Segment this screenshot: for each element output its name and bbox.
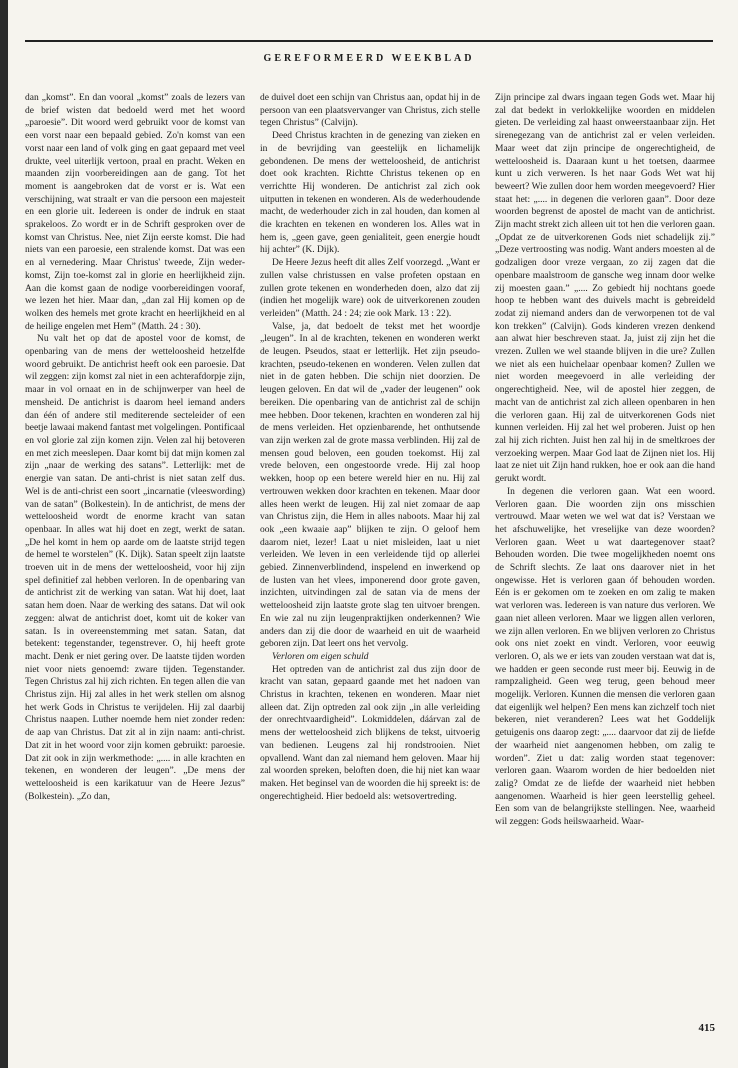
page-binding-edge xyxy=(0,0,8,1068)
paragraph: Deed Christus krachten in de genezing van zieken en in de bevrijding van geestelijk en lichamelijk gebondenen. De mens der wetteloosheid, de antichrist doet ook krachten. Richtte Christus tekenen op en verrichtte Hij wonderen. De antichrist zal zich ook uitputten in tekenen en wonderen. Als de wederhoudende macht, de wederhouder zich in zal houden, dan komen al die krachten en tekenen en wonderen los. Alles wat in hem is, „geen gave, geen genialiteit, geen energie houdt hij achter” (K. Dijk). xyxy=(260,131,480,256)
paragraph: Nu valt het op dat de apostel voor de komst, de openbaring van de mens der wetteloosheid hetzelfde woord gebruikt. De antichrist heeft ook een paroesie. Dat wil zeggen: zijn komst zal niet in een achterafdorpje zijn, maar in vol ornaat en in de schijnwerper van heel de mensheid. De antichrist is daarom heel iemand anders dan één of andere stil mediterende secteleider of een beetje lawaai makend fantast met volgelingen. Pontificaal en vol glorie zal zijn komen zijn. Velen zal hij betoveren en met zich meeslepen. Daar komt bij dat mijn komen zal zijn „naar de werking des satans”. Letterlijk: met de energie van satan. De anti-christ is niet satan zelf dus. Wel is de anti-christ een soort „incarnatie (vleeswording) van de satan” (Bolkestein). In de antichrist, de mens der wetteloosheid wordt de enorme kracht van satan openbaar. In alles wat hij doet en zegt, werkt de satan. „De hel komt in hem op aarde om de laatste strijd tegen de hemel te worstelen” (K. Dijk). Satan speelt zijn laatste troeven uit in de mens der wetteloosheid, voor hij zijn spel definitief zal hebben verloren. In de openbaring van de antichrist zit de werking van satan. Wat hij doet, laat satan hem doen. Naar de werking des satans. Dat wil ook zeggen: alwat de antichrist doet, komt uit de koker van satan. Is in overeenstemming met satan. Satan, dat betekent: tegenstander, tegenstrever. O, hij heeft grote macht. Denk er niet gering over. De laatste tijden worden niet voor niets genoemd: zware tijden. Tegenstander. Tegen Christus zal hij zich richten. En tegen allen die van Christus zijn. Hij zal alles in het werk stellen om alsnog het werk Gods in Christus te verijdelen. Hij zal daarbij Christus naapen. Luther noemde hem niet zonder reden: de aap van Christus. Dat zit al in zijn naam: anti-christ. Dat zit in het woord voor zijn komen gebruikt: paroesie. Dat zit ook in zijn werkmethode: „.... in alle krachten en tekenen, en wonderen der leugen”. „De mens der wetteloosheid is een karikatuur van de Heere Jezus” (Bolkestein). „Zo dan, xyxy=(25,334,245,802)
paragraph: Het optreden van de antichrist zal dus zijn door de kracht van satan, gepaard gaande met het nadoen van Christus in krachten, tekenen en wonderen. Maar niet alleen dat. Zijn optreden zal ook zijn „in alle verleiding der onrechtvaardigheid”. Lokmiddelen, dáárvan zal de mens der wetteloosheid zich blijkens de tekst, uitvoerig van bedienen. Leugens zal hij rondstrooien. Niet opvallend. Want dan zal niemand hem geloven. Maar hij zal woorden spreken, beloften doen, die hij niet kan waar maken. Het beginsel van de woorden die hij spreekt is: de ongerechtigheid. Hier bedoeld als: wetsovertreding. xyxy=(260,664,480,802)
column-middle xyxy=(260,92,480,1017)
paragraph: Zijn principe zal dwars ingaan tegen Gods wet. Maar hij zal dat bedekt in verlokkelijke woorden en middelen gieten. De verleiding zal haast onweerstaanbaar zijn. Het sirenegezang van de antichrist zal er velen verleiden. Maar weet dat zijn principe de ongerechtigheid, de wetteloosheid is. Daaraan kunt u het toetsen, daarmee kunt u zich verweren. Is het naar Gods Wet wat hij beweert? Wie zullen door hem worden meegevoerd? Hier staat het: „.... in degenen die verloren gaan”. Door deze woorden begrenst de apostel de macht van de antichrist. Zijn macht strekt zich alleen uit tot hen die verloren gaan. „Opdat ze de uitverkorenen Gods niet schadelijk zij.” „Deze vertroosting was nodig. Want anders moesten al de godzaligen door vreze vergaan, zo zij zagen dat die openbare maalstroom de gansche weg innam door welke zij moesten gaan.” „.... Zo gebiedt hij nochtans goede hoop te hebben want des duivels macht is gebreideld zodat zij niemand anders dan de verworpenen tot de val kon trekken” (Calvijn). Gods kinderen vrezen denkend aan alwat hier beschreven staat. Ja, juist zij zijn het die vrezen. Zullen we wel staande blijven in die ure? Zullen we niet als een huichelaar openbaar komen? Zullen we niet worden meegevoerd in alle verleiding der ongerechtigheid. Nee, wil de apostel hier zeggen, de macht van de antichrist zal zich alleen openbaren in hen die verloren gaan. Hij zal de uitverkorenen Gods niet kunnen verleiden. Hij zal het wel proberen. Juist op hen zal hij zich richten. Juist hen zal hij in de smeltkroes der verzoeking werpen. Maar God laat de Zijnen niet los. Hij laat ze niet uit Zijn hand rukken, hoe er ook aan die hand gerukt wordt. xyxy=(495,93,715,485)
paragraph: De Heere Jezus heeft dit alles Zelf voorzegd. „Want er zullen valse christussen en valse profeten opstaan en zullen grote tekenen en wonderheden doen, alzo dat zij (indien het mogelijk ware) ook de uitverkorenen zouden verleiden” (Matth. 24 : 24; zie ook Mark. 13 : 22). xyxy=(260,258,480,319)
paragraph: dan „komst”. En dan vooral „komst” zoals de lezers van de brief wisten dat bedoeld werd met het woord „paroesie”. Dit woord werd gebruikt voor de komst van een vorst naar een bepaald gebied. Zo'n komst van een vorst naar een land of volk ging en gaat gepaard met veel drukte, veel uiterlijk vertoon, praal en pracht. Weken en maanden zijn voorbereidingen aan de gang. Tot het moment is aangebroken dat de vorst er is. Wat een verschijning, wat straalt er van die persoon een majesteit en een glorie uit. Iedereen is onder de indruk en staat sprakeloos. Zo wordt er in de Schrift gesproken over de komst van Christus. Nee, niet Zijn eerste komst. Die had niets van een paroesie, een stralende komst. Dat was een en al vernedering. Maar Christus' tweede, Zijn weder-komst, Zijn toe-komst zal in glorie en heerlijkheid zijn. Aan die komst gaan de nodige voorbereidingen vooraf, we lezen het hier. Maar dan, „dan zal Hij komen op de wolken des hemels met grote kracht en heerlijkheid en al de heilige engelen met Hem” (Matth. 24 : 30). xyxy=(25,93,245,332)
running-header xyxy=(25,40,713,65)
section-heading: Verloren om eigen schuld xyxy=(272,651,369,662)
paragraph: de duivel doet een schijn van Christus aan, opdat hij in de persoon van een plaatsvervanger van Christus, zich stelle tegen Christus” (Calvijn). xyxy=(260,93,480,129)
publication-title: GEREFORMEERD WEEKBLAD xyxy=(263,53,475,64)
paragraph: In degenen die verloren gaan. Wat een woord. Verloren gaan. Die woorden zijn ons misschien vertrouwd. Maar weten we wel wat dat is? Verstaan we het afschuwelijke, het vreselijke van deze woorden? Verloren gaan. Weet u wat daartegenover staat? Behouden worden. Die twee mogelijkheden noemt ons de Schrift slechts. Ze laat ons daarover niet in het ongewisse. Het is verloren gaan óf behouden worden. Eén is er gekomen om te zoeken en om zalig te maken wat verloren was. Iedereen is van nature dus verloren. We gaan niet alleen verloren. Maar we liggen allen verloren, we zijn allen verloren. En we blijven verloren zo Christus ook ons niet zoekt en vindt. Verloren, voor eeuwig verloren. O, als we er iets van zouden verstaan wat dat is, we hadden er geen seconde rust meer bij. Eeuwig in de rampzaligheid. Geen weg terug, geen behoud meer mogelijk. Verloren. Kunnen die mensen die verloren gaan dat eigenlijk wel helpen? Een mens kan zichzelf toch niet bekeren, niet veranderen? Lees wat het Goddelijk getuigenis ons daarop zegt: „.... daarvoor dat zij de liefde der waarheid niet aangenomen hebben, om zalig te worden”. Ziet u dat: zalig worden staat tegenover: verloren gaan. Waarom worden de hier bedoelden niet zalig? Omdat ze de liefde der waarheid niet hebben aangenomen. Waarheid is hier geen leerstellig geheel. Een som van de belangrijkste stellingen. Nee, waarheid wil zeggen: Gods heilswaarheid. Waar- xyxy=(495,486,715,828)
article-body xyxy=(25,92,715,1017)
column-right xyxy=(495,92,715,1017)
column-left xyxy=(25,92,245,1017)
paragraph: Valse, ja, dat bedoelt de tekst met het woordje „leugen”. In al de krachten, tekenen en wonderen werkt de leugen. Pseudos, staat er letterlijk. Het zijn pseudo-krachten, pseudo-tekenen en wonderen. Velen zullen dat niet in de gaten hebben. Die schijn niet doorzien. De leugen geloven. En dat wil de „vader der leugenen” ook bereiken. Die openbaring van de antichrist zal de schijn mee hebben. Door tekenen, krachten en wonderen zal hij de mens verleiden. Het opzienbarende, het onthutsende van zijn werken zal de grote massa verblinden. Hij zal de mensen goud beloven, een gouden toekomst. Hij zal vrede beloven, een ongestoorde vrede. Hij zal hoop wekken, hoop op een betere wereld hier en nu. Hij zal vertrouwen wekken door krachten en tekenen. Maar door alles heen werkt de leugen. Hij zal niet zomaar de aap van Christus zijn, die Hem in alles naboots. Maar hij zal ook „een kwaaie aap” blijken te zijn. O geloof hem daarom niet, lezer! Laat u niet misleiden, laat u niet verleiden. We leven in een verleidende tijd op allerlei gebied. Zinnenverblindend, inspelend en inwerkend op de lusten van het vlees, imponerend door grote gaven, inzichten, uitvindingen zal de satan via de mens der wetteloosheid zijn laatste grote slag ten uitvoer brengen. En wie zal nu zijn leugenpraktijken onderkennen? Wie anders dan zij die door de waarheid en uit de waarheid geboren zijn. Dat leert ons het vervolg. xyxy=(260,321,480,650)
page-number: 415 xyxy=(698,1022,715,1034)
